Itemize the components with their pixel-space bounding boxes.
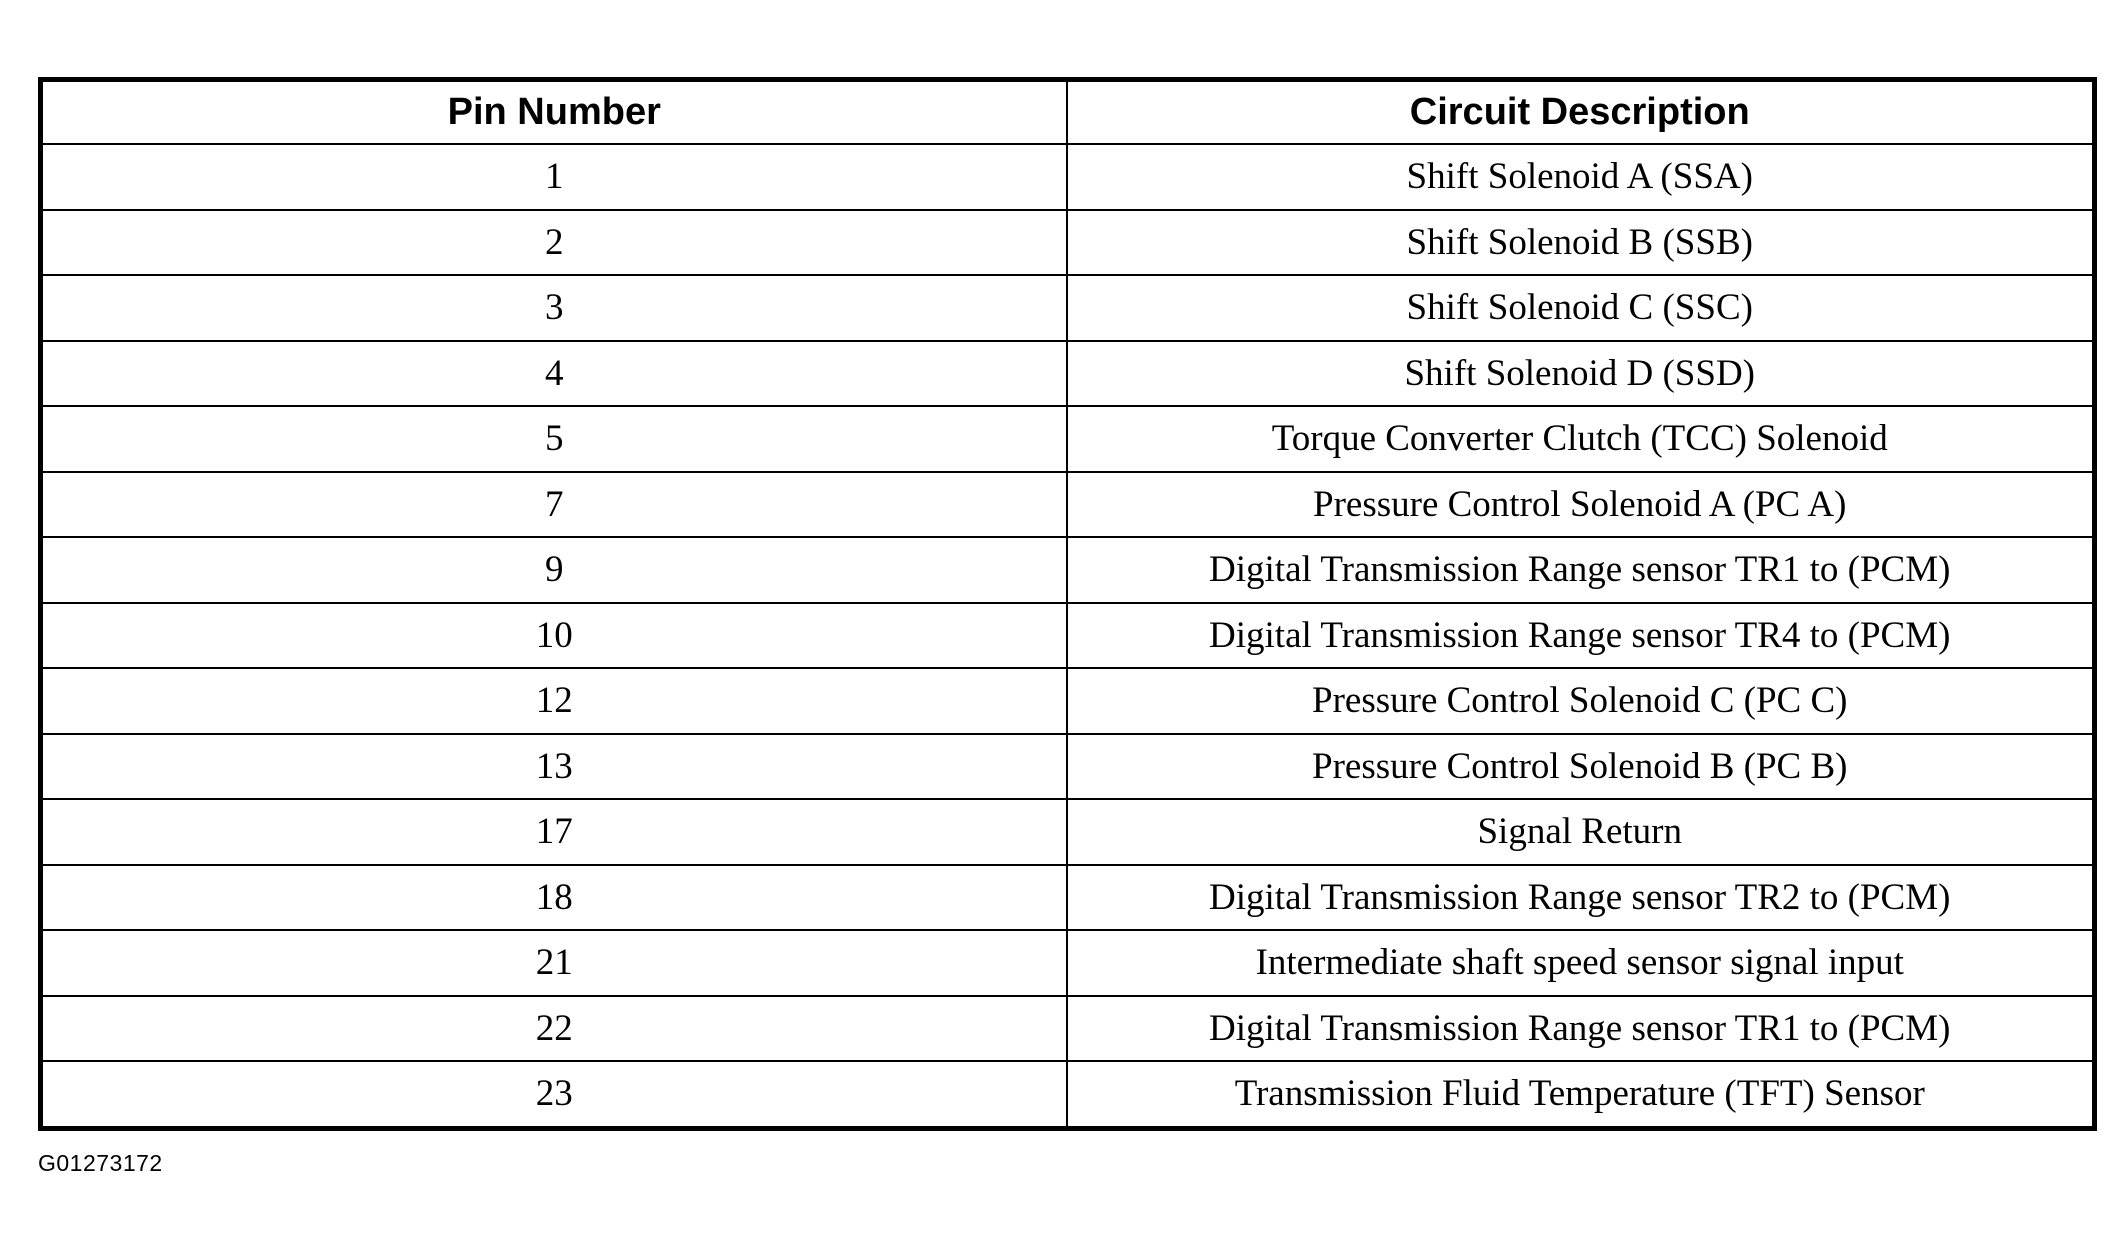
pin-number-cell: 3 xyxy=(41,275,1067,341)
circuit-description-cell: Intermediate shaft speed sensor signal input xyxy=(1067,930,2095,996)
circuit-description-cell: Digital Transmission Range sensor TR1 to (PCM) xyxy=(1067,996,2095,1062)
table-row xyxy=(41,341,2095,407)
circuit-description-cell: Pressure Control Solenoid C (PC C) xyxy=(1067,668,2095,734)
circuit-description-cell: Shift Solenoid A (SSA) xyxy=(1067,144,2095,210)
circuit-description-cell: Digital Transmission Range sensor TR2 to (PCM) xyxy=(1067,865,2095,931)
table-row xyxy=(41,865,2095,931)
circuit-description-cell: Pressure Control Solenoid B (PC B) xyxy=(1067,734,2095,800)
circuit-description-header: Circuit Description xyxy=(1067,80,2095,145)
circuit-description-cell: Transmission Fluid Temperature (TFT) Sensor xyxy=(1067,1061,2095,1128)
circuit-description-cell: Torque Converter Clutch (TCC) Solenoid xyxy=(1067,406,2095,472)
table-row xyxy=(41,406,2095,472)
table-row xyxy=(41,668,2095,734)
circuit-description-cell: Shift Solenoid B (SSB) xyxy=(1067,210,2095,276)
figure-id-label: G01273172 xyxy=(38,1150,163,1176)
table-row xyxy=(41,1061,2095,1128)
table-row xyxy=(41,799,2095,865)
pin-number-cell: 21 xyxy=(41,930,1067,996)
pin-number-cell: 7 xyxy=(41,472,1067,538)
table-row xyxy=(41,930,2095,996)
table-row xyxy=(41,210,2095,276)
circuit-description-cell: Digital Transmission Range sensor TR1 to (PCM) xyxy=(1067,537,2095,603)
pin-number-cell: 9 xyxy=(41,537,1067,603)
pin-number-header: Pin Number xyxy=(41,80,1067,145)
pin-number-cell: 4 xyxy=(41,341,1067,407)
table-row xyxy=(41,472,2095,538)
table-row xyxy=(41,996,2095,1062)
circuit-description-cell: Shift Solenoid D (SSD) xyxy=(1067,341,2095,407)
circuit-description-cell: Pressure Control Solenoid A (PC A) xyxy=(1067,472,2095,538)
pin-number-cell: 5 xyxy=(41,406,1067,472)
table-row xyxy=(41,603,2095,669)
table-row xyxy=(41,537,2095,603)
pin-number-cell: 10 xyxy=(41,603,1067,669)
pin-number-cell: 13 xyxy=(41,734,1067,800)
table-row xyxy=(41,144,2095,210)
table-header-row xyxy=(41,80,2095,145)
table-row xyxy=(41,734,2095,800)
pin-number-cell: 2 xyxy=(41,210,1067,276)
pin-number-cell: 12 xyxy=(41,668,1067,734)
circuit-description-cell: Signal Return xyxy=(1067,799,2095,865)
pin-number-cell: 1 xyxy=(41,144,1067,210)
pin-number-cell: 18 xyxy=(41,865,1067,931)
pin-number-cell: 17 xyxy=(41,799,1067,865)
pin-number-cell: 22 xyxy=(41,996,1067,1062)
circuit-description-cell: Digital Transmission Range sensor TR4 to (PCM) xyxy=(1067,603,2095,669)
pin-description-table xyxy=(38,77,2097,1131)
pin-number-cell: 23 xyxy=(41,1061,1067,1128)
circuit-description-cell: Shift Solenoid C (SSC) xyxy=(1067,275,2095,341)
table-row xyxy=(41,275,2095,341)
